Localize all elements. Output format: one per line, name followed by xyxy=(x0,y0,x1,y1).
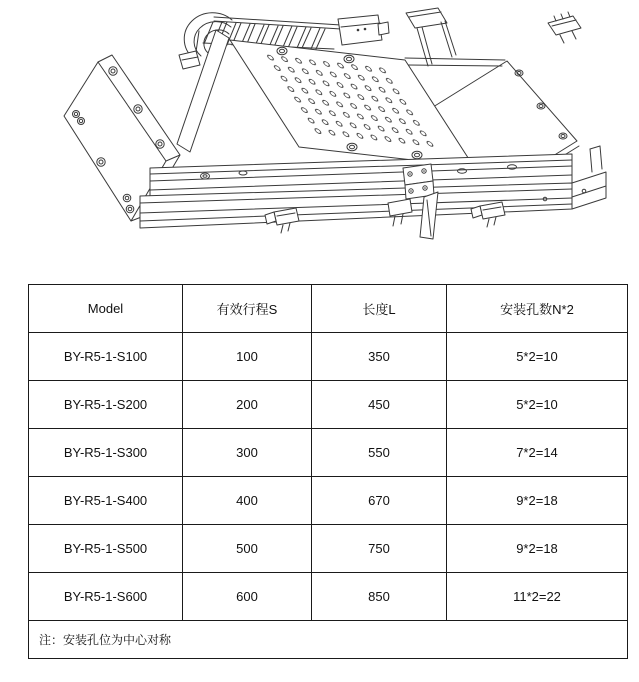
cell-model: BY-R5-1-S500 xyxy=(29,525,183,573)
cell-holes: 11*2=22 xyxy=(447,573,628,621)
table-row xyxy=(29,381,628,429)
cell-stroke: 300 xyxy=(183,429,312,477)
cell-model: BY-R5-1-S400 xyxy=(29,477,183,525)
chain-support-plate xyxy=(177,30,229,152)
cell-length: 550 xyxy=(312,429,447,477)
cell-holes: 9*2=18 xyxy=(447,477,628,525)
table-note: 注：安装孔位为中心对称 xyxy=(29,621,628,659)
spec-table xyxy=(28,284,628,659)
table-row xyxy=(29,477,628,525)
table-row xyxy=(29,429,628,477)
table-row xyxy=(29,333,628,381)
cell-model: BY-R5-1-S200 xyxy=(29,381,183,429)
cell-stroke: 600 xyxy=(183,573,312,621)
column-header-model: Model xyxy=(29,285,183,333)
cell-model: BY-R5-1-S100 xyxy=(29,333,183,381)
mount-bracket-icon xyxy=(406,8,456,66)
column-header-length: 长度L xyxy=(312,285,447,333)
cell-holes: 7*2=14 xyxy=(447,429,628,477)
cell-length: 450 xyxy=(312,381,447,429)
cell-length: 350 xyxy=(312,333,447,381)
carriage-plate xyxy=(177,30,474,167)
cell-holes: 9*2=18 xyxy=(447,525,628,573)
technical-drawing xyxy=(0,0,639,265)
linear-module-drawing xyxy=(0,0,639,265)
cell-stroke: 200 xyxy=(183,381,312,429)
column-header-stroke: 有效行程S xyxy=(183,285,312,333)
cell-model: BY-R5-1-S300 xyxy=(29,429,183,477)
cell-holes: 5*2=10 xyxy=(447,333,628,381)
cell-stroke: 500 xyxy=(183,525,312,573)
cell-stroke: 100 xyxy=(183,333,312,381)
top-right-connector-icon xyxy=(548,12,581,43)
cell-length: 670 xyxy=(312,477,447,525)
cell-model: BY-R5-1-S600 xyxy=(29,573,183,621)
chain-connector-icon xyxy=(338,15,389,45)
cell-stroke: 400 xyxy=(183,477,312,525)
cell-length: 850 xyxy=(312,573,447,621)
table-row xyxy=(29,525,628,573)
cell-holes: 5*2=10 xyxy=(447,381,628,429)
table-row xyxy=(29,573,628,621)
column-header-holes: 安装孔数N*2 xyxy=(447,285,628,333)
cell-length: 750 xyxy=(312,525,447,573)
header-row xyxy=(29,285,628,333)
note-row xyxy=(29,621,628,659)
